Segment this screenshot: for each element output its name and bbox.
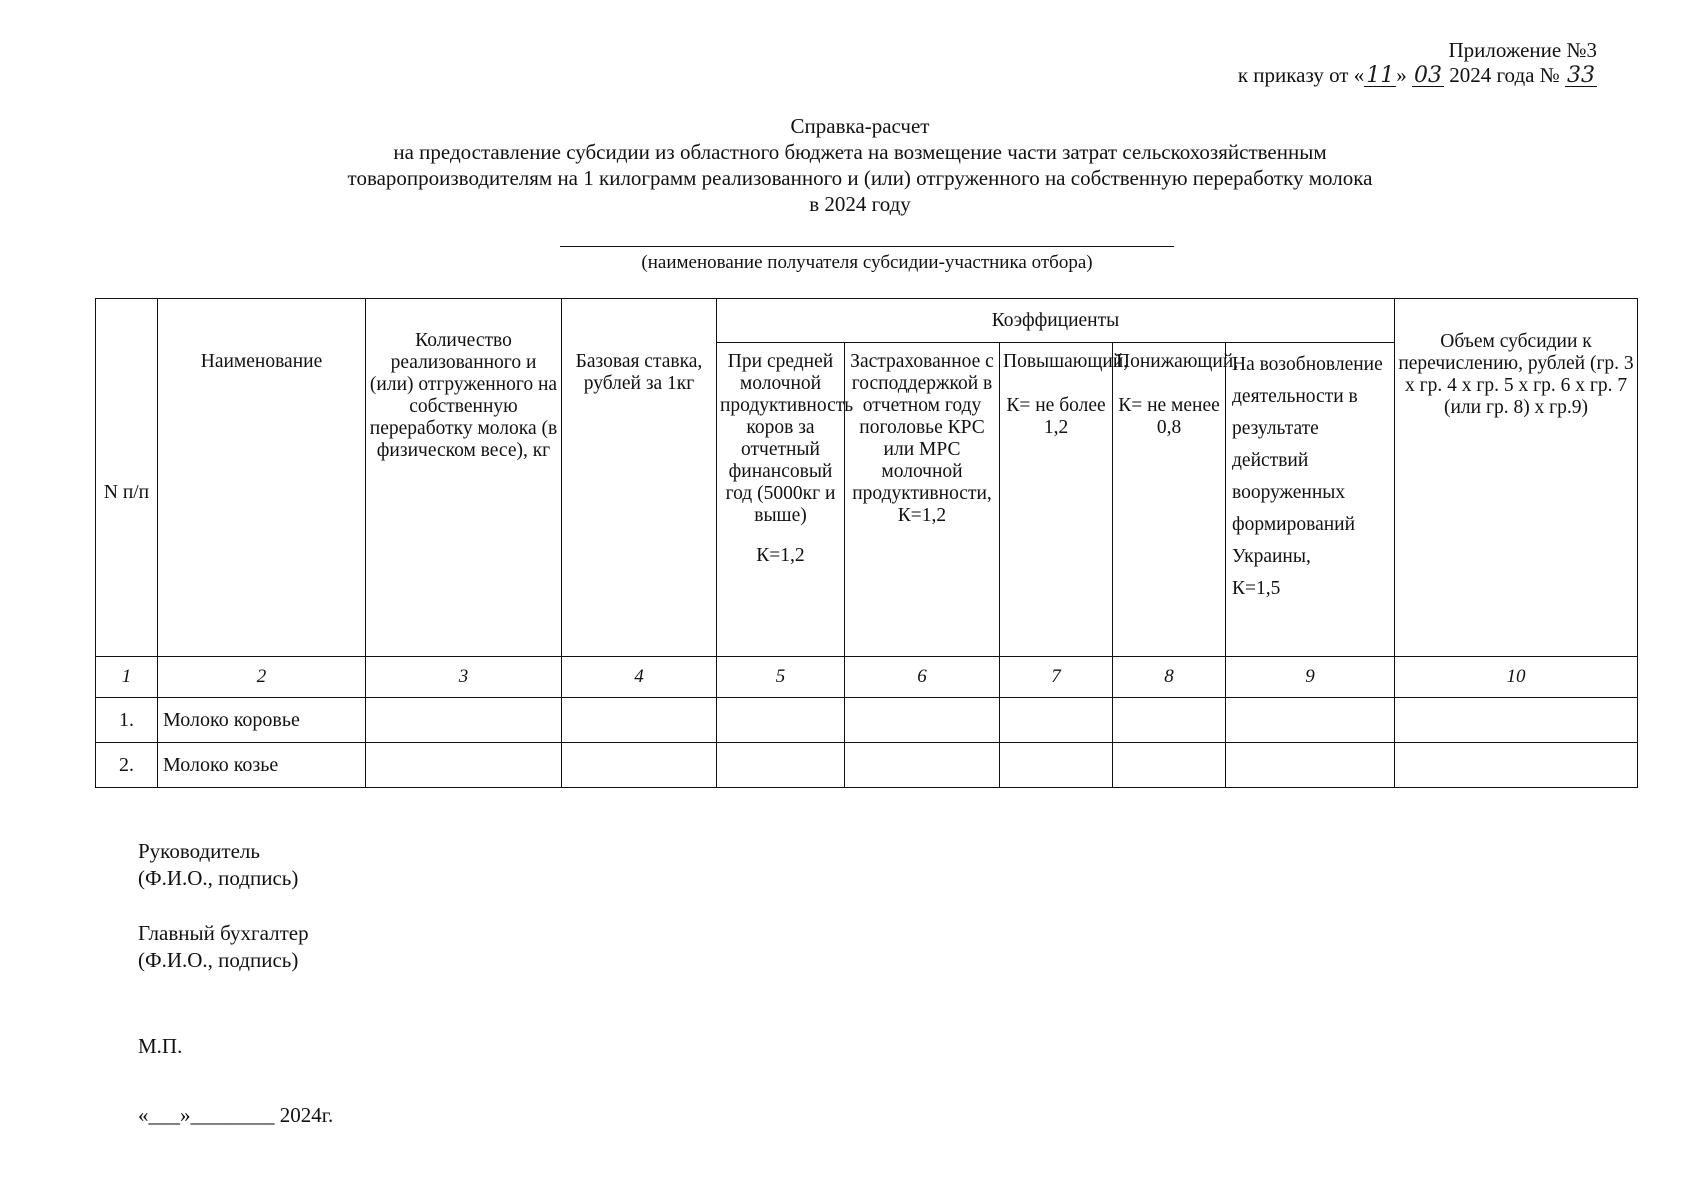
table-cell[interactable]: [1226, 743, 1395, 788]
table-cell[interactable]: [845, 698, 1000, 743]
head-signature-block: [138, 838, 298, 892]
header-coefficients-group: Коэффициенты: [717, 299, 1395, 343]
coef-decreasing-text: Понижающий,: [1116, 351, 1239, 372]
column-number: 2: [158, 657, 366, 698]
coef-productivity-value: К=1,2: [756, 545, 805, 566]
subsidy-calculation-table: [95, 298, 1638, 788]
row-number: 1.: [96, 698, 158, 743]
coef-increasing-value: К= не более 1,2: [1006, 395, 1106, 438]
column-number: 5: [717, 657, 845, 698]
coef-decreasing-value: К= не менее 0,8: [1118, 395, 1220, 438]
table-cell[interactable]: [1395, 743, 1638, 788]
header-coef-insured: [845, 343, 1000, 657]
header-coef-productivity: [717, 343, 854, 657]
column-number: 8: [1113, 657, 1226, 698]
table-cell[interactable]: [1113, 743, 1226, 788]
coef-insured-value: К=1,2: [897, 505, 947, 526]
appendix-header: [1238, 38, 1597, 88]
table-cell[interactable]: [562, 743, 717, 788]
table-cell[interactable]: [1395, 698, 1638, 743]
column-number: 4: [562, 657, 717, 698]
recipient-name-field-line: [560, 246, 1174, 247]
table-row: [96, 743, 1638, 788]
header-quantity: Количество реализованного и (или) отгруженного на собственную переработку молока (в физическом весе), кг: [366, 299, 562, 657]
title-line-3: товаропроизводителям на 1 килограмм реализованного и (или) отгруженного на собственную переработку молока: [347, 166, 1373, 190]
row-number: 2.: [96, 743, 158, 788]
header-coef-restoration: [1226, 343, 1395, 657]
coef-restoration-value: К=1,5: [1232, 578, 1281, 599]
table-cell[interactable]: [1226, 698, 1395, 743]
table-cell[interactable]: [366, 743, 562, 788]
table-cell[interactable]: [845, 743, 1000, 788]
header-coef-increasing: [1000, 343, 1129, 657]
header-coef-decreasing: [1113, 343, 1239, 657]
table-cell[interactable]: [717, 743, 845, 788]
order-prefix: к приказу от «: [1237, 63, 1365, 87]
header-subsidy-volume: Объем субсидии к перечислению, рублей (гр. 3 х гр. 4 х гр. 5 х гр. 6 х гр. 7 (или гр. 8) х гр.9): [1395, 299, 1638, 657]
row-name: Молоко козье: [158, 743, 366, 788]
accountant-signature-caption: (Ф.И.О., подпись): [138, 948, 299, 972]
accountant-signature-block: [138, 920, 309, 974]
table-cell[interactable]: [366, 698, 562, 743]
order-mid: »: [1396, 63, 1412, 87]
title-line-2: на предоставление субсидии из областного бюджета на возмещение части затрат сельскохозяйственным: [393, 140, 1327, 164]
coef-increasing-text: Повышающий,: [1003, 351, 1129, 372]
table-cell[interactable]: [1000, 698, 1113, 743]
accountant-title: Главный бухгалтер: [138, 921, 309, 945]
stamp-place: М.П.: [138, 1034, 183, 1058]
column-number: 1: [96, 657, 158, 698]
handwritten-order-day: 11: [1366, 63, 1395, 88]
table-cell[interactable]: [562, 698, 717, 743]
appendix-title: Приложение №3: [1448, 38, 1597, 62]
handwritten-order-month: 03: [1413, 63, 1442, 88]
document-title: [0, 113, 1685, 217]
column-number: 7: [1000, 657, 1113, 698]
recipient-caption: (наименование получателя субсидии-участника отбора): [641, 252, 1093, 273]
coef-insured-text: Застрахованное с господдержкой в отчетном году поголовье КРС или МРС молочной продуктивности,: [850, 351, 994, 504]
row-name: Молоко коровье: [158, 698, 366, 743]
order-reference: [1238, 63, 1597, 88]
header-name: Наименование: [158, 299, 366, 657]
table-row: [96, 698, 1638, 743]
column-number: 9: [1226, 657, 1395, 698]
coef-restoration-text: На возобновление деятельности в результате действий вооруженных формирований Украины,: [1232, 354, 1383, 567]
head-title: Руководитель: [138, 839, 260, 863]
header-row-1: [96, 299, 1638, 343]
table-cell[interactable]: [1000, 743, 1113, 788]
column-number: 3: [366, 657, 562, 698]
column-number: 10: [1395, 657, 1638, 698]
column-number: 6: [845, 657, 1000, 698]
header-number: N п/п: [96, 299, 158, 657]
title-line-1: Справка-расчет: [790, 114, 930, 138]
order-year-text: 2024 года №: [1443, 63, 1565, 87]
title-line-4: в 2024 году: [809, 192, 911, 216]
header-base-rate: Базовая ставка, рублей за 1кг: [562, 299, 717, 657]
head-signature-caption: (Ф.И.О., подпись): [138, 866, 299, 890]
table-cell[interactable]: [1113, 698, 1226, 743]
coef-productivity-text: При средней молочной продуктивность коров за отчетный финансовый год (5000кг и выше): [720, 351, 854, 526]
date-line: «___»________ 2024г.: [138, 1103, 334, 1127]
table-cell[interactable]: [717, 698, 845, 743]
column-number-row: [96, 657, 1638, 698]
handwritten-order-number: 33: [1567, 63, 1595, 88]
